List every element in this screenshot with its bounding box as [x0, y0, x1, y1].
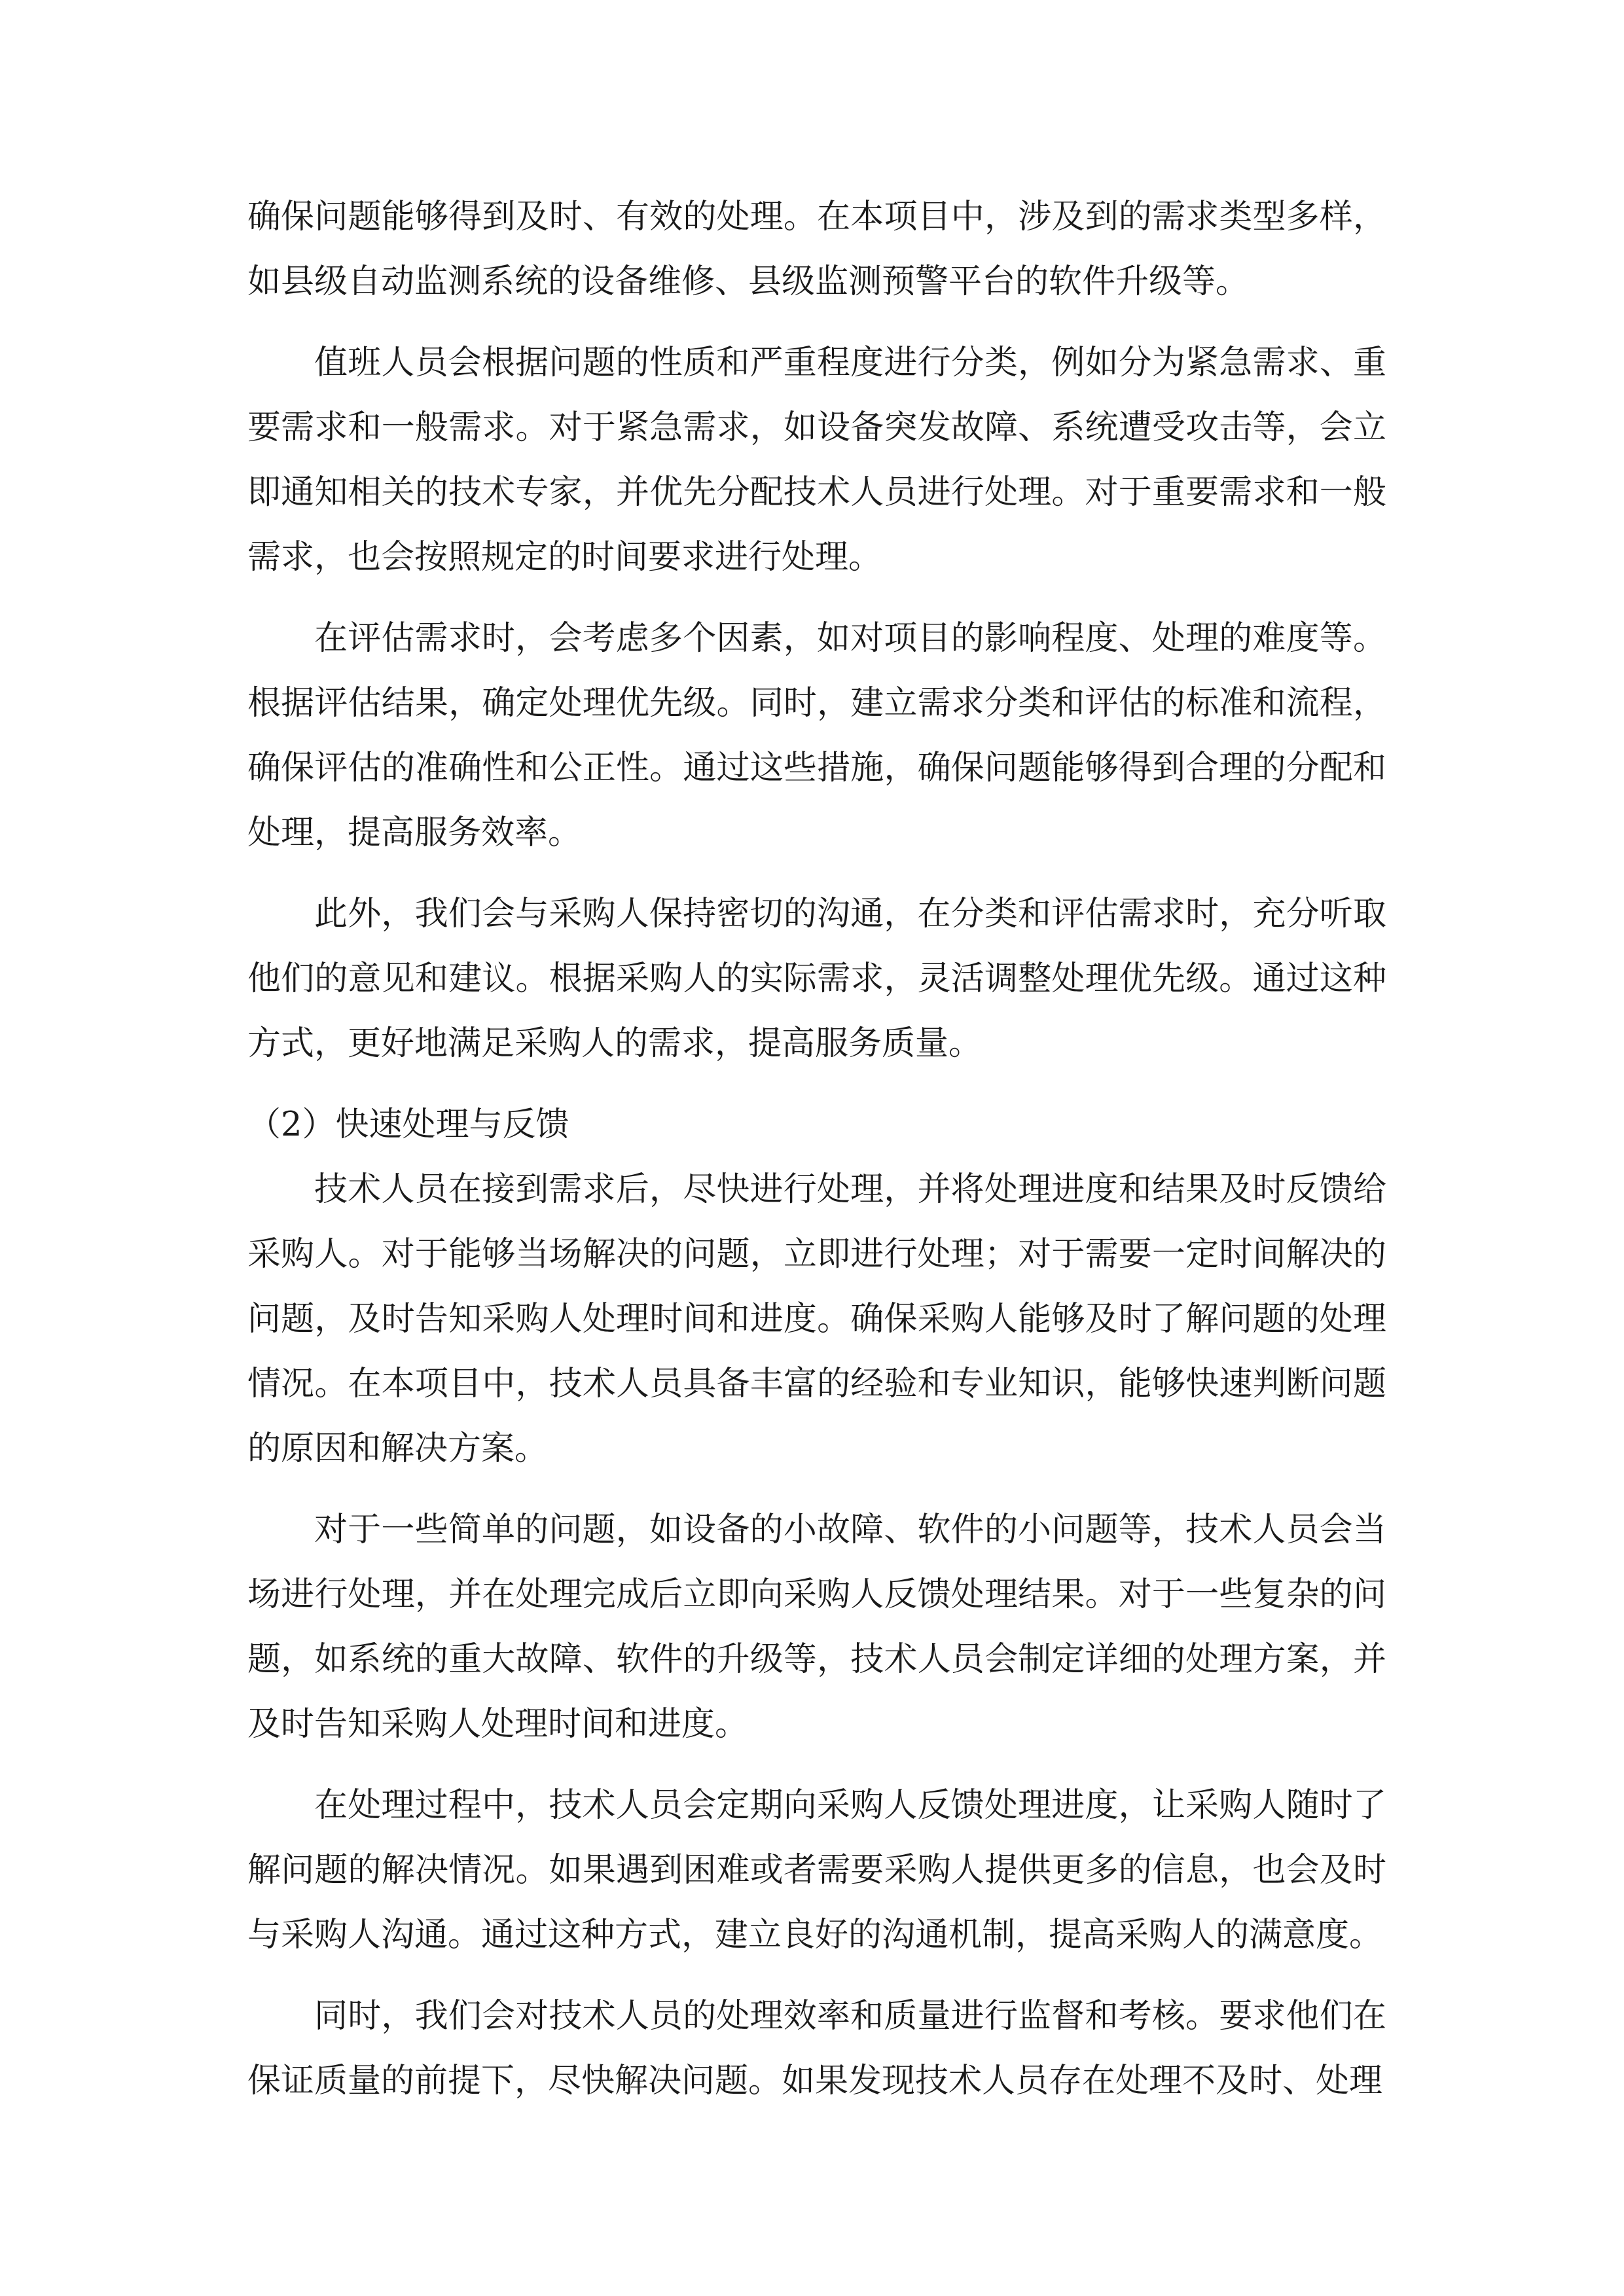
paragraph-progress-feedback: 在处理过程中，技术人员会定期向采购人反馈处理进度，让采购人随时了解问题的解决情况。如果遇到困难或者需要采购人提供更多的信息，也会及时与采购人沟通。通过这种方式，建立良好的沟通机制，提高采购人的满意度。	[247, 1786, 1386, 1954]
paragraph-evaluation: 在评估需求时，会考虑多个因素，如对项目的影响程度、处理的难度等。根据评估结果，确定处理优先级。同时，建立需求分类和评估的标准和流程，确保评估的准确性和公正性。通过这些措施，确保问题能够得到合理的分配和处理，提高服务效率。	[247, 619, 1386, 852]
paragraph-simple-problems: 对于一些简单的问题，如设备的小故障、软件的小问题等，技术人员会当场进行处理，并在处理完成后立即向采购人反馈处理结果。对于一些复杂的问题，如系统的重大故障、软件的升级等，技术人员会制定详细的处理方案，并及时告知采购人处理时间和进度。	[247, 1511, 1386, 1744]
document-body	[247, 185, 1386, 2130]
paragraph-continued: 确保问题能够得到及时、有效的处理。在本项目中，涉及到的需求类型多样，如县级自动监测系统的设备维修、县级监测预警平台的软件升级等。	[247, 198, 1386, 301]
paragraph-processing: 技术人员在接到需求后，尽快进行处理，并将处理进度和结果及时反馈给采购人。对于能够当场解决的问题，立即进行处理；对于需要一定时间解决的问题，及时告知采购人处理时间和进度。确保采购人能够及时了解问题的处理情况。在本项目中，技术人员具备丰富的经验和专业知识，能够快速判断问题的原因和解决方案。	[247, 1170, 1386, 1468]
paragraph-communication: 此外，我们会与采购人保持密切的沟通，在分类和评估需求时，充分听取他们的意见和建议。根据采购人的实际需求，灵活调整处理优先级。通过这种方式，更好地满足采购人的需求，提高服务质量。	[247, 895, 1386, 1063]
paragraph-supervision: 同时，我们会对技术人员的处理效率和质量进行监督和考核。要求他们在保证质量的前提下，尽快解决问题。如果发现技术人员存在处理不及时、处理	[247, 1997, 1386, 2100]
section-heading: （2）快速处理与反馈	[247, 1105, 569, 1144]
paragraph-classification: 值班人员会根据问题的性质和严重程度进行分类，例如分为紧急需求、重要需求和一般需求。对于紧急需求，如设备突发故障、系统遭受攻击等，会立即通知相关的技术专家，并优先分配技术人员进行处理。对于重要需求和一般需求，也会按照规定的时间要求进行处理。	[247, 344, 1386, 577]
